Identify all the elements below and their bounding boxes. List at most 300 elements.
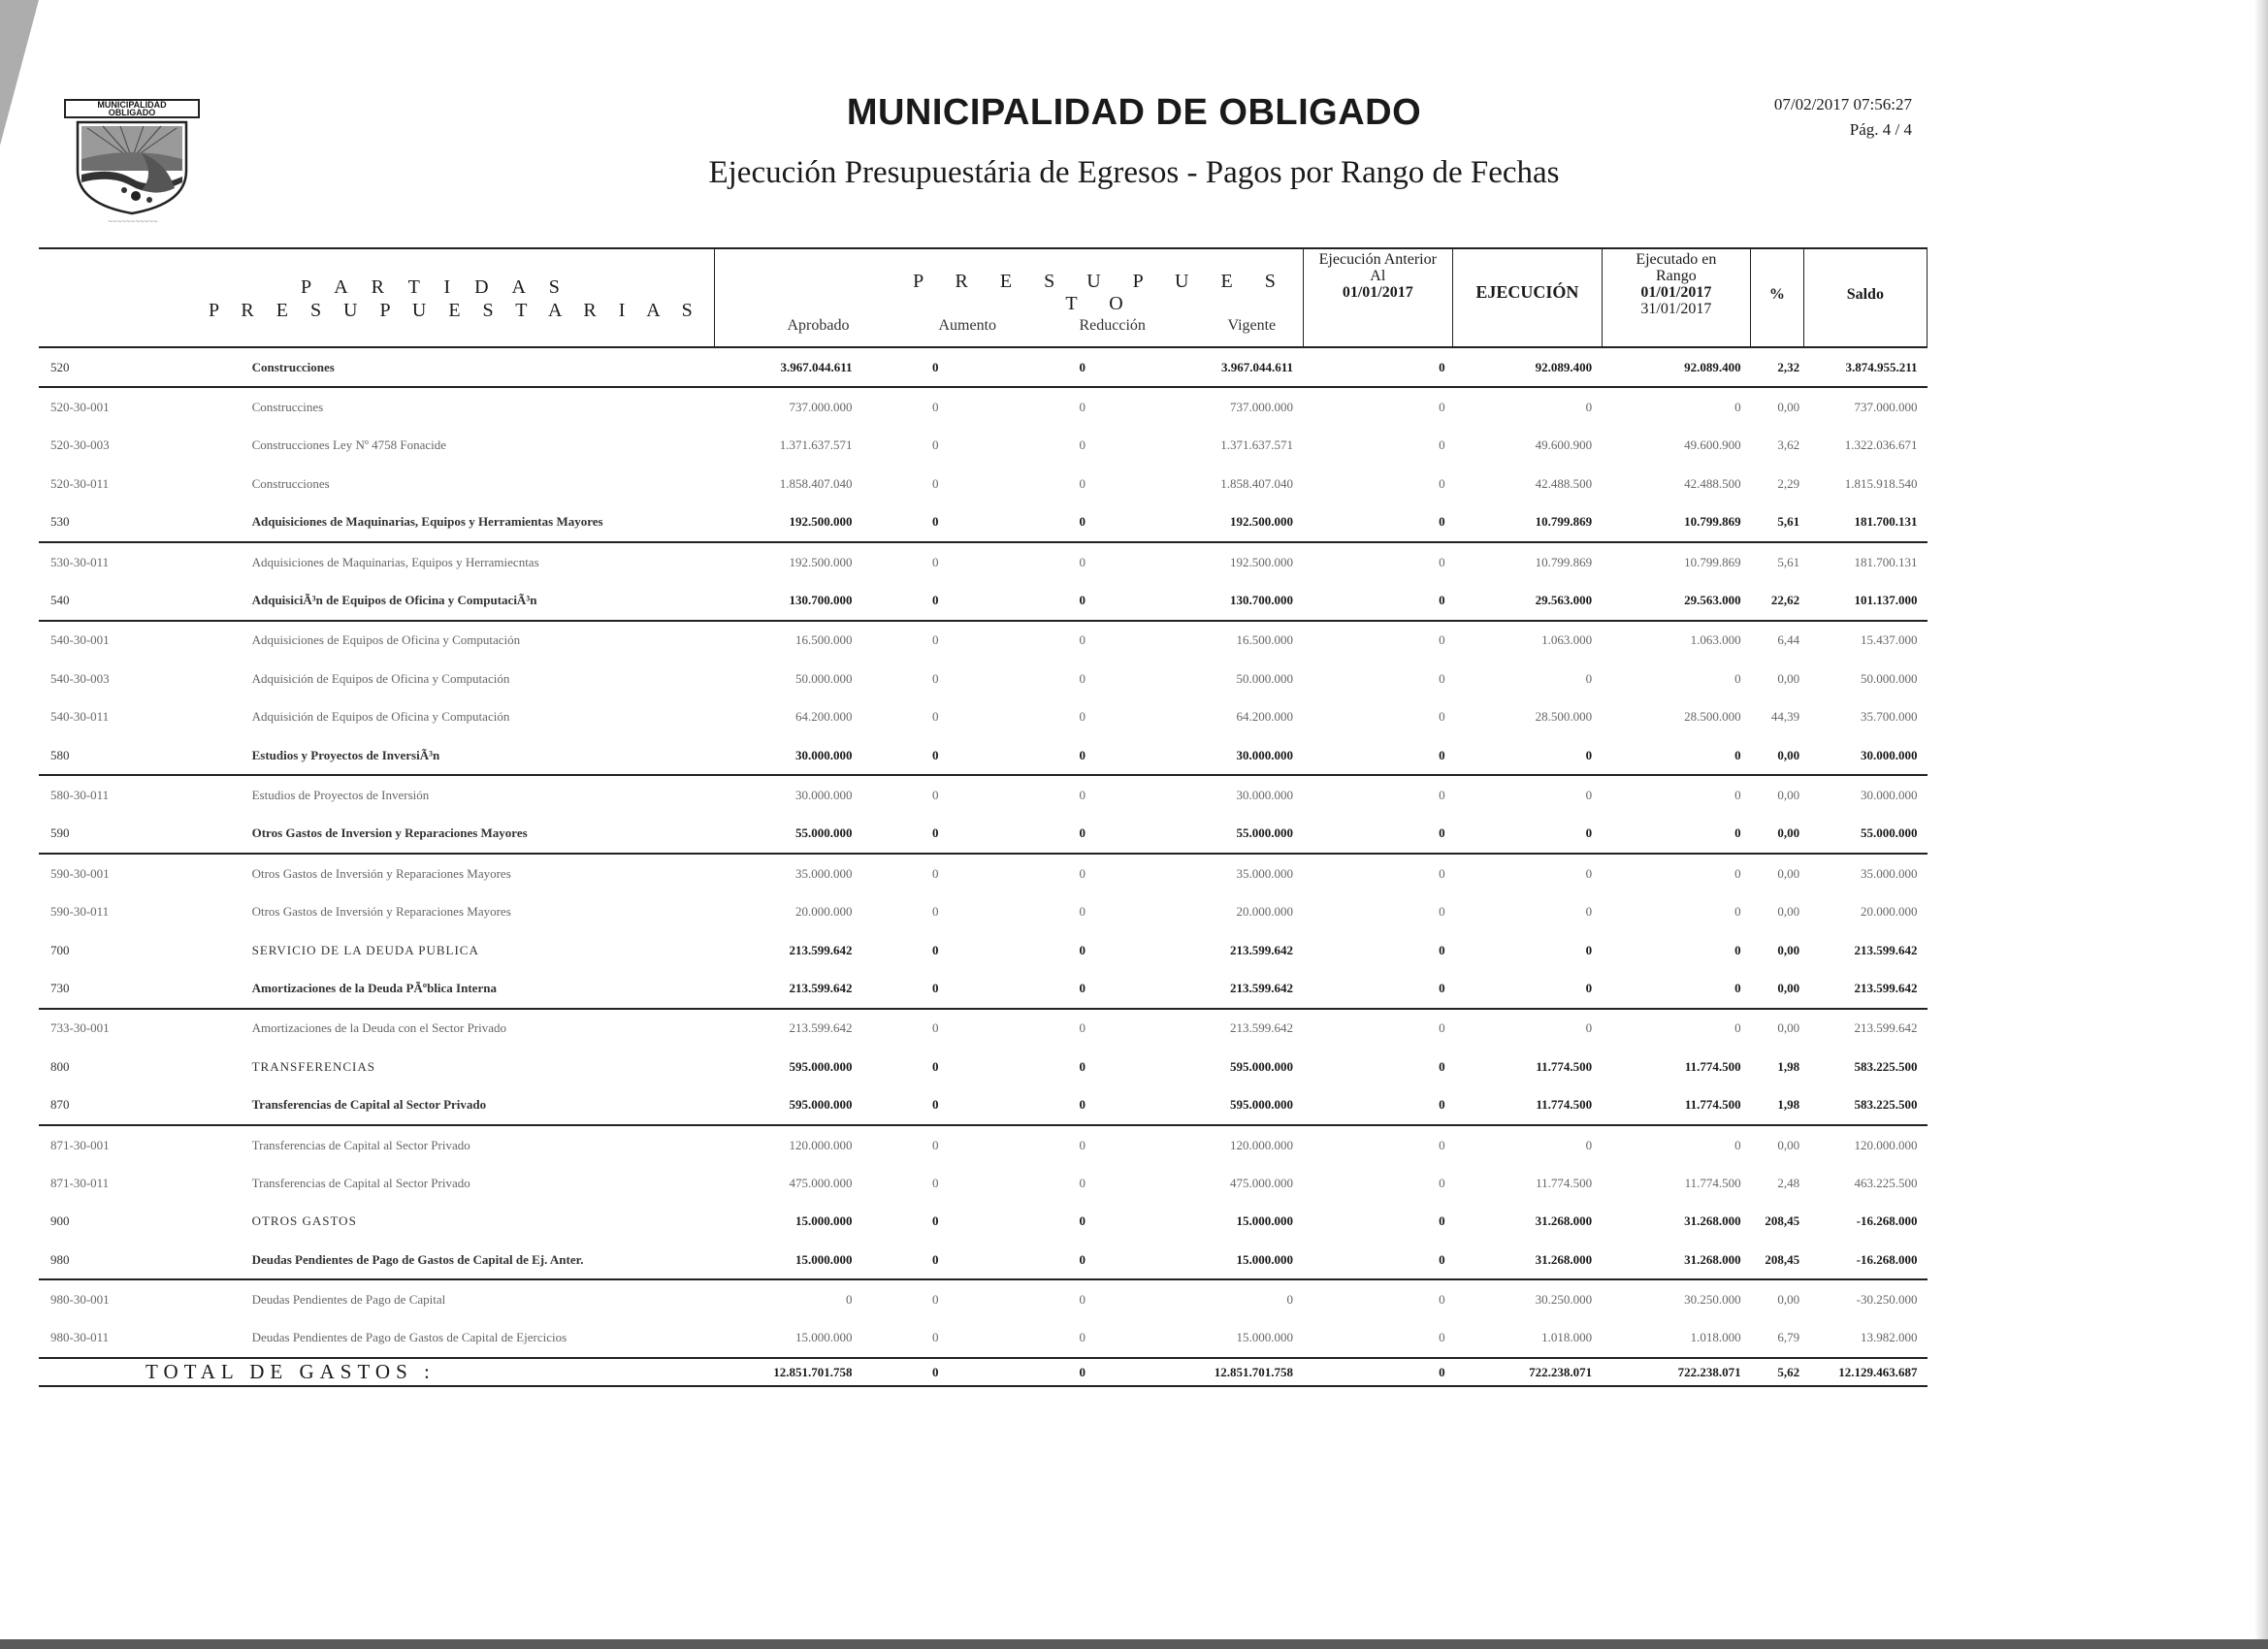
row-reduccion: 0 (1009, 1241, 1156, 1279)
row-ejecucion: 0 (1453, 736, 1603, 775)
row-description: Transferencias de Capital al Sector Privado (251, 1175, 470, 1190)
row-ejecucion: 0 (1585, 942, 1593, 957)
row-reduccion: 0 (1079, 1058, 1085, 1074)
row-aumento: 0 (931, 437, 939, 453)
row-rango: 0 (1734, 1137, 1741, 1152)
row-reduccion: 0 (1079, 865, 1085, 881)
row-anterior: 0 (1439, 942, 1445, 957)
table-row (39, 698, 1928, 736)
row-ejecucion: 11.774.500 (1453, 1085, 1603, 1124)
table-row (39, 854, 1928, 892)
row-rango: 0 (1602, 969, 1751, 1008)
row-vigente: 30.000.000 (1156, 736, 1304, 775)
row-code: 520 (39, 347, 194, 387)
row-rango: 0 (1602, 736, 1751, 775)
row-rango: 10.799.869 (1684, 554, 1741, 569)
row-saldo: 120.000.000 (1854, 1137, 1918, 1152)
total-percent: 5,62 (1751, 1358, 1804, 1386)
row-anterior: 0 (1439, 670, 1445, 686)
row-description: OTROS GASTOS (251, 1213, 357, 1229)
row-reduccion: 0 (1009, 815, 1156, 854)
total-ejecucion: 722.238.071 (1453, 1358, 1603, 1386)
row-vigente: 1.858.407.040 (1220, 475, 1294, 491)
row-vigente: 213.599.642 (1230, 942, 1294, 957)
row-aumento: 0 (861, 347, 1009, 387)
row-aprobado: 20.000.000 (794, 904, 853, 920)
row-rango: 31.268.000 (1684, 1213, 1741, 1229)
table-row (39, 1048, 1928, 1085)
row-percent: 0,00 (1777, 942, 1800, 957)
row-description: Adquisiciones de Maquinarias, Equipos y Herramiecntas (251, 554, 539, 569)
row-aumento: 0 (861, 1241, 1009, 1279)
row-aprobado: 55.000.000 (715, 815, 862, 854)
row-ejecucion: 11.774.500 (1536, 1058, 1593, 1074)
row-code: 590-30-001 (50, 865, 110, 881)
row-description: Amortizaciones de la Deuda PÃºblica Interna (194, 969, 715, 1008)
row-percent: 44,39 (1770, 709, 1800, 725)
row-aprobado: 213.599.642 (715, 969, 862, 1008)
row-reduccion: 0 (1009, 969, 1156, 1008)
row-code: 900 (50, 1213, 70, 1229)
page-number: Pág. 4 / 4 (1849, 120, 1912, 139)
row-reduccion: 0 (1079, 1137, 1085, 1152)
row-aumento: 0 (931, 787, 939, 802)
row-ejecucion: 0 (1585, 1137, 1593, 1152)
row-percent: 0,00 (1777, 1137, 1800, 1152)
row-code: 520-30-001 (50, 400, 110, 415)
table-row (39, 387, 1928, 426)
header-rango-l2: Rango (1655, 268, 1697, 284)
row-code: 580-30-011 (50, 787, 110, 802)
header-ejecucion (1453, 248, 1603, 347)
table-row (39, 892, 1928, 930)
row-anterior: 0 (1303, 815, 1453, 854)
row-rango: 0 (1734, 942, 1741, 957)
logo-caption-scribble: ~~~~~~~~~~~ (108, 217, 158, 226)
row-percent: 0,00 (1777, 865, 1800, 881)
row-description: Transferencias de Capital al Sector Privado (251, 1137, 470, 1152)
total-aprobado: 12.851.701.758 (715, 1358, 862, 1386)
total-rango: 722.238.071 (1602, 1358, 1751, 1386)
table-row (39, 815, 1928, 854)
table-row (39, 1319, 1928, 1358)
header-ejec-anterior-l3: 01/01/2017 (1342, 284, 1413, 301)
row-aumento: 0 (931, 1175, 939, 1190)
row-vigente: 20.000.000 (1236, 904, 1294, 920)
row-aumento: 0 (931, 475, 939, 491)
row-saldo: 213.599.642 (1854, 942, 1918, 957)
row-description: Deudas Pendientes de Pago de Gastos de Capital de Ejercicios (251, 1330, 567, 1345)
row-anterior: 0 (1303, 347, 1453, 387)
row-anterior: 0 (1439, 554, 1445, 569)
row-aprobado: 595.000.000 (715, 1085, 862, 1124)
row-saldo: 213.599.642 (1854, 1020, 1918, 1036)
table-row (39, 1241, 1928, 1279)
row-saldo: 30.000.000 (1803, 736, 1927, 775)
table-row (39, 621, 1928, 660)
row-rango: 11.774.500 (1684, 1058, 1741, 1074)
row-ejecucion: 31.268.000 (1535, 1213, 1593, 1229)
table-row (39, 1085, 1928, 1124)
row-percent: 2,32 (1751, 347, 1804, 387)
row-vigente: 15.000.000 (1236, 1330, 1294, 1345)
row-percent: 22,62 (1751, 581, 1804, 620)
row-reduccion: 0 (1079, 554, 1085, 569)
row-saldo: 15.437.000 (1861, 632, 1918, 648)
row-aumento: 0 (931, 865, 939, 881)
row-vigente: 55.000.000 (1156, 815, 1304, 854)
row-vigente: 0 (1286, 1292, 1294, 1308)
scan-shadow-bottom (0, 1639, 2268, 1649)
row-aumento: 0 (931, 554, 939, 569)
row-code: 980 (39, 1241, 194, 1279)
row-description: Construcciones (194, 347, 715, 387)
row-ejecucion: 10.799.869 (1453, 503, 1603, 542)
row-reduccion: 0 (1079, 904, 1085, 920)
row-code: 530-30-011 (50, 554, 110, 569)
row-saldo: -16.268.000 (1856, 1213, 1918, 1229)
row-aprobado: 737.000.000 (789, 400, 853, 415)
row-saldo: 181.700.131 (1854, 554, 1918, 569)
row-description: Adquisiciones de Equipos de Oficina y Computación (251, 632, 521, 648)
row-reduccion: 0 (1079, 1330, 1085, 1345)
row-code: 540-30-001 (50, 632, 110, 648)
row-ejecucion: 28.500.000 (1535, 709, 1593, 725)
row-code: 700 (50, 942, 70, 957)
row-percent: 0,00 (1777, 787, 1800, 802)
row-percent: 6,79 (1777, 1330, 1800, 1345)
row-code: 540-30-011 (50, 709, 110, 725)
row-reduccion: 0 (1079, 1020, 1085, 1036)
row-vigente: 50.000.000 (1236, 670, 1294, 686)
row-aprobado: 50.000.000 (794, 670, 853, 686)
row-ejecucion: 0 (1585, 1020, 1593, 1036)
header-ejecucion-anterior (1303, 248, 1453, 347)
row-vigente: 30.000.000 (1236, 787, 1294, 802)
table-row (39, 465, 1928, 502)
row-saldo: 3.874.955.211 (1803, 347, 1927, 387)
row-ejecucion: 31.268.000 (1453, 1241, 1603, 1279)
logo-text-top: MUNICIPALIDAD (97, 100, 167, 110)
row-anterior: 0 (1439, 865, 1445, 881)
row-percent: 3,62 (1777, 437, 1800, 453)
row-anterior: 0 (1439, 1213, 1445, 1229)
row-aumento: 0 (861, 581, 1009, 620)
row-saldo: 1.815.918.540 (1844, 475, 1918, 491)
row-rango: 11.774.500 (1684, 1175, 1741, 1190)
total-saldo: 12.129.463.687 (1803, 1358, 1927, 1386)
row-aprobado: 120.000.000 (789, 1137, 853, 1152)
row-percent: 0,00 (1751, 736, 1804, 775)
header-partidas (39, 248, 715, 347)
row-ejecucion: 29.563.000 (1453, 581, 1603, 620)
row-rango: 10.799.869 (1602, 503, 1751, 542)
row-aprobado: 3.967.044.611 (715, 347, 862, 387)
row-ejecucion: 30.250.000 (1535, 1292, 1593, 1308)
row-anterior: 0 (1439, 904, 1445, 920)
row-vigente: 64.200.000 (1236, 709, 1294, 725)
row-percent: 0,00 (1777, 400, 1800, 415)
row-anterior: 0 (1439, 437, 1445, 453)
row-reduccion: 0 (1079, 475, 1085, 491)
row-ejecucion: 0 (1585, 865, 1593, 881)
header-ejec-anterior-l2: Al (1370, 268, 1386, 284)
page-title: MUNICIPALIDAD DE OBLIGADO (846, 92, 1422, 133)
row-saldo: 50.000.000 (1861, 670, 1918, 686)
header-percent (1751, 248, 1804, 347)
header-ejecutado-rango (1602, 248, 1751, 347)
row-percent: 0,00 (1751, 815, 1804, 854)
row-rango: 30.250.000 (1684, 1292, 1741, 1308)
header-saldo-label: Saldo (1846, 286, 1884, 303)
table-row (39, 581, 1928, 620)
row-reduccion: 0 (1009, 347, 1156, 387)
row-code: 540 (39, 581, 194, 620)
row-rango: 0 (1734, 787, 1741, 802)
row-percent: 1,98 (1751, 1085, 1804, 1124)
row-aumento: 0 (931, 1137, 939, 1152)
table-row (39, 775, 1928, 814)
header-rango-l3: 01/01/2017 (1640, 284, 1712, 301)
row-anterior: 0 (1439, 1330, 1445, 1345)
row-reduccion: 0 (1079, 942, 1085, 957)
row-code: 520-30-003 (50, 437, 110, 453)
row-aumento: 0 (861, 1085, 1009, 1124)
row-aprobado: 1.371.637.571 (779, 437, 853, 453)
table-row (39, 660, 1928, 697)
row-description: Construcciones (251, 475, 330, 491)
row-description: TRANSFERENCIAS (251, 1058, 376, 1074)
row-code: 540-30-003 (50, 670, 110, 686)
row-aprobado: 213.599.642 (789, 1020, 853, 1036)
table-row (39, 427, 1928, 465)
row-reduccion: 0 (1009, 1085, 1156, 1124)
row-anterior: 0 (1439, 709, 1445, 725)
row-rango: 28.500.000 (1684, 709, 1741, 725)
table-row (39, 1164, 1928, 1202)
row-anterior: 0 (1303, 1085, 1453, 1124)
row-rango: 92.089.400 (1602, 347, 1751, 387)
row-ejecucion: 0 (1453, 969, 1603, 1008)
row-rango: 42.488.500 (1684, 475, 1741, 491)
row-reduccion: 0 (1009, 581, 1156, 620)
row-reduccion: 0 (1009, 736, 1156, 775)
row-vigente: 1.371.637.571 (1220, 437, 1294, 453)
row-aumento: 0 (861, 736, 1009, 775)
header-partidas-line1: P A R T I D A S (301, 276, 569, 298)
row-ejecucion: 0 (1585, 670, 1593, 686)
row-percent: 0,00 (1777, 1020, 1800, 1036)
total-vigente: 12.851.701.758 (1156, 1358, 1304, 1386)
row-percent: 1,98 (1777, 1058, 1800, 1074)
row-aumento: 0 (861, 503, 1009, 542)
row-description: Adquisición de Equipos de Oficina y Computación (251, 709, 510, 725)
row-code: 800 (50, 1058, 70, 1074)
row-percent: 0,00 (1777, 904, 1800, 920)
row-rango: 31.268.000 (1602, 1241, 1751, 1279)
row-anterior: 0 (1439, 400, 1445, 415)
table-row (39, 931, 1928, 969)
table-row (39, 1279, 1928, 1318)
row-saldo: 737.000.000 (1854, 400, 1918, 415)
row-ejecucion: 10.799.869 (1535, 554, 1593, 569)
row-vigente: 16.500.000 (1236, 632, 1294, 648)
row-code: 520-30-011 (50, 475, 110, 491)
row-aprobado: 16.500.000 (794, 632, 853, 648)
row-description: Deudas Pendientes de Pago de Gastos de Capital de Ej. Anter. (194, 1241, 715, 1279)
table-row (39, 736, 1928, 775)
row-rango: 0 (1734, 904, 1741, 920)
row-description: SERVICIO DE LA DEUDA PUBLICA (251, 942, 479, 957)
row-description: Amortizaciones de la Deuda con el Sector Privado (251, 1020, 507, 1036)
row-aumento: 0 (931, 904, 939, 920)
row-code: 530 (39, 503, 194, 542)
row-aumento: 0 (931, 1292, 939, 1308)
row-saldo: 213.599.642 (1803, 969, 1927, 1008)
row-percent: 0,00 (1777, 670, 1800, 686)
row-code: 871-30-011 (50, 1175, 110, 1190)
header-aumento: Aumento (938, 317, 997, 334)
table-row (39, 1125, 1928, 1164)
row-vigente: 15.000.000 (1156, 1241, 1304, 1279)
row-description: Adquisiciones de Maquinarias, Equipos y Herramientas Mayores (194, 503, 715, 542)
row-vigente: 130.700.000 (1156, 581, 1304, 620)
row-reduccion: 0 (1079, 632, 1085, 648)
row-anterior: 0 (1303, 1241, 1453, 1279)
row-saldo: -16.268.000 (1803, 1241, 1927, 1279)
row-aumento: 0 (861, 969, 1009, 1008)
header-ejecucion-label: EJECUCIÓN (1475, 282, 1579, 302)
header-presupuesto (715, 248, 1303, 347)
row-vigente: 595.000.000 (1156, 1085, 1304, 1124)
row-aprobado: 64.200.000 (794, 709, 853, 725)
row-vigente: 192.500.000 (1156, 503, 1304, 542)
row-code: 580 (39, 736, 194, 775)
header-presupuesto-title: P R E S U P U E S T O (913, 271, 1289, 314)
budget-execution-table (39, 247, 1928, 1387)
row-percent: 5,61 (1751, 503, 1804, 542)
row-saldo: 583.225.500 (1803, 1085, 1927, 1124)
row-ejecucion: 1.063.000 (1541, 632, 1593, 648)
header-vigente: Vigente (1227, 317, 1277, 334)
row-code: 980-30-011 (50, 1330, 110, 1345)
row-percent: 0,00 (1751, 969, 1804, 1008)
row-rango: 0 (1734, 865, 1741, 881)
table-row (39, 969, 1928, 1008)
row-aprobado: 30.000.000 (794, 787, 853, 802)
header-rango-l1: Ejecutado en (1636, 251, 1717, 268)
table-row (39, 1009, 1928, 1048)
row-percent: 0,00 (1777, 1292, 1800, 1308)
row-reduccion: 0 (1079, 787, 1085, 802)
row-description: Construccines (251, 400, 324, 415)
row-saldo: 583.225.500 (1854, 1058, 1918, 1074)
row-anterior: 0 (1303, 736, 1453, 775)
row-aumento: 0 (931, 1020, 939, 1036)
row-code: 871-30-001 (50, 1137, 110, 1152)
row-reduccion: 0 (1079, 1175, 1085, 1190)
row-percent: 208,45 (1751, 1241, 1804, 1279)
row-code: 980-30-001 (50, 1292, 110, 1308)
row-aumento: 0 (931, 1213, 939, 1229)
row-rango: 0 (1734, 400, 1741, 415)
row-description: Deudas Pendientes de Pago de Capital (251, 1292, 446, 1308)
row-reduccion: 0 (1079, 1292, 1085, 1308)
row-percent: 2,48 (1777, 1175, 1800, 1190)
report-subtitle: Ejecución Presupuestária de Egresos - Pagos por Rango de Fechas (708, 155, 1560, 190)
row-rango: 0 (1602, 815, 1751, 854)
row-saldo: 463.225.500 (1854, 1175, 1918, 1190)
row-ejecucion: 92.089.400 (1453, 347, 1603, 387)
print-datetime: 07/02/2017 07:56:27 (1773, 95, 1912, 113)
row-vigente: 213.599.642 (1230, 1020, 1294, 1036)
row-saldo: 35.700.000 (1861, 709, 1918, 725)
row-saldo: 181.700.131 (1803, 503, 1927, 542)
row-vigente: 120.000.000 (1230, 1137, 1294, 1152)
row-aumento: 0 (931, 400, 939, 415)
logo-text-bottom: OBLIGADO (108, 108, 156, 117)
row-aprobado: 475.000.000 (789, 1175, 853, 1190)
row-vigente: 3.967.044.611 (1156, 347, 1304, 387)
row-description: Estudios y Proyectos de InversiÃ³n (194, 736, 715, 775)
row-ejecucion: 0 (1453, 815, 1603, 854)
row-description: Estudios de Proyectos de Inversión (251, 787, 430, 802)
row-aprobado: 595.000.000 (789, 1058, 853, 1074)
row-rango: 49.600.900 (1684, 437, 1741, 453)
row-anterior: 0 (1303, 503, 1453, 542)
row-aprobado: 1.858.407.040 (779, 475, 853, 491)
row-description: Adquisición de Equipos de Oficina y Computación (251, 670, 510, 686)
header-rango-l4: 31/01/2017 (1640, 301, 1712, 317)
row-anterior: 0 (1439, 1020, 1445, 1036)
row-vigente: 475.000.000 (1230, 1175, 1294, 1190)
row-ejecucion: 0 (1585, 400, 1593, 415)
row-description: Transferencias de Capital al Sector Privado (194, 1085, 715, 1124)
row-description: Otros Gastos de Inversion y Reparaciones Mayores (194, 815, 715, 854)
row-saldo: -30.250.000 (1856, 1292, 1918, 1308)
total-aumento: 0 (861, 1358, 1009, 1386)
row-aprobado: 0 (845, 1292, 853, 1308)
row-saldo: 30.000.000 (1861, 787, 1918, 802)
row-aprobado: 192.500.000 (789, 554, 853, 569)
header-reduccion: Reducción (1079, 317, 1146, 334)
row-ejecucion: 1.018.000 (1541, 1330, 1593, 1345)
row-reduccion: 0 (1079, 670, 1085, 686)
row-anterior: 0 (1439, 632, 1445, 648)
row-description: Construcciones Ley Nº 4758 Fonacide (251, 437, 447, 453)
row-anterior: 0 (1303, 581, 1453, 620)
row-aprobado: 15.000.000 (715, 1241, 862, 1279)
row-description: Otros Gastos de Inversión y Reparaciones Mayores (251, 865, 511, 881)
row-aumento: 0 (931, 670, 939, 686)
table-body (39, 347, 1928, 1358)
row-aumento: 0 (931, 1330, 939, 1345)
row-ejecucion: 49.600.900 (1535, 437, 1593, 453)
header-percent-label: % (1768, 286, 1785, 303)
row-code: 870 (39, 1085, 194, 1124)
row-aumento: 0 (861, 815, 1009, 854)
row-ejecucion: 0 (1585, 904, 1593, 920)
total-reduccion: 0 (1009, 1358, 1156, 1386)
table-row (39, 1203, 1928, 1241)
row-percent: 6,44 (1777, 632, 1800, 648)
row-rango: 0 (1734, 670, 1741, 686)
row-code: 733-30-001 (50, 1020, 110, 1036)
row-anterior: 0 (1439, 1137, 1445, 1152)
row-description: AdquisiciÃ³n de Equipos de Oficina y ComputaciÃ³n (194, 581, 715, 620)
row-saldo: 101.137.000 (1803, 581, 1927, 620)
row-description: Otros Gastos de Inversión y Reparaciones Mayores (251, 904, 511, 920)
